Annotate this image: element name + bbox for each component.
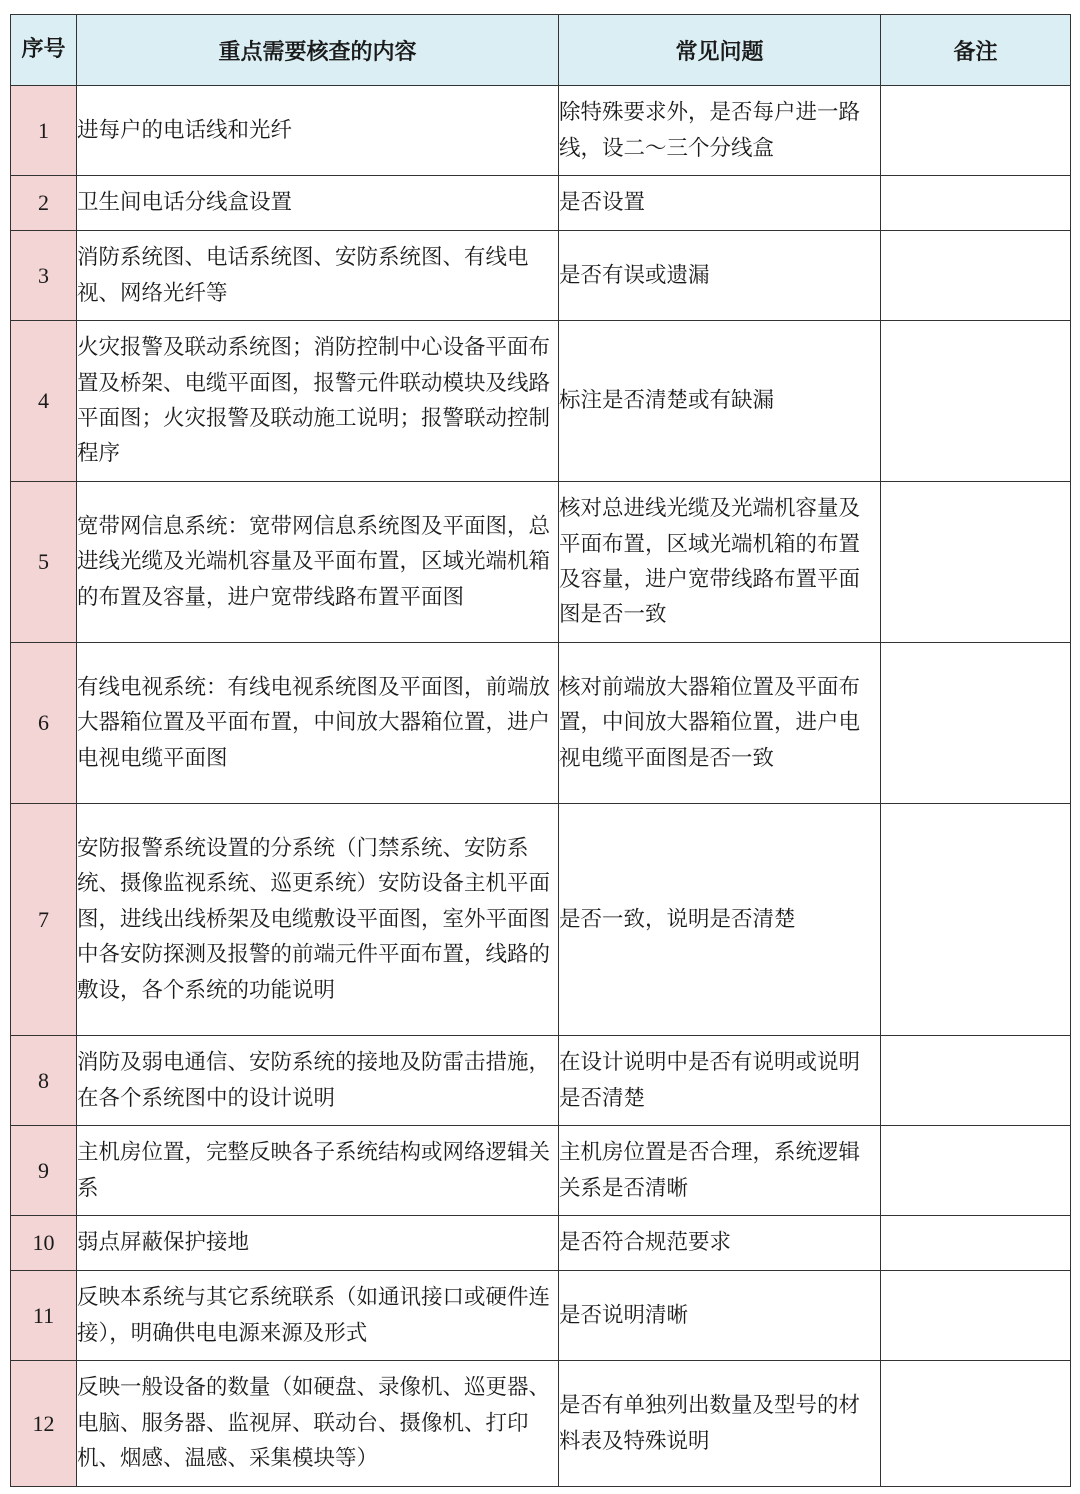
table-row — [11, 1271, 1071, 1361]
review-checklist-table — [10, 14, 1071, 1487]
header-row — [11, 15, 1071, 86]
row-content: 进每户的电话线和光纤 — [77, 86, 559, 176]
row-remark — [881, 231, 1071, 321]
row-issue: 在设计说明中是否有说明或说明是否清楚 — [559, 1036, 881, 1126]
table-row — [11, 482, 1071, 643]
row-content: 安防报警系统设置的分系统（门禁系统、安防系统、摄像监视系统、巡更系统）安防设备主机平面图，进线出线桥架及电缆敷设平面图，室外平面图中各安防探测及报警的前端元件平面布置，线路的敷设，各个系统的功能说明 — [77, 804, 559, 1036]
row-remark — [881, 321, 1071, 482]
row-number: 5 — [11, 482, 77, 643]
row-number: 7 — [11, 804, 77, 1036]
row-content: 主机房位置，完整反映各子系统结构或网络逻辑关系 — [77, 1126, 559, 1216]
row-issue: 是否符合规范要求 — [559, 1216, 881, 1271]
row-content: 消防及弱电通信、安防系统的接地及防雷击措施，在各个系统图中的设计说明 — [77, 1036, 559, 1126]
table-row — [11, 321, 1071, 482]
row-issue: 除特殊要求外，是否每户进一路线，设二～三个分线盒 — [559, 86, 881, 176]
row-number: 12 — [11, 1361, 77, 1487]
header-remark: 备注 — [881, 15, 1071, 86]
row-remark — [881, 86, 1071, 176]
row-content: 反映一般设备的数量（如硬盘、录像机、巡更器、电脑、服务器、监视屏、联动台、摄像机、打印机、烟感、温感、采集模块等） — [77, 1361, 559, 1487]
row-remark — [881, 1216, 1071, 1271]
row-remark — [881, 804, 1071, 1036]
row-number: 2 — [11, 176, 77, 231]
row-remark — [881, 1361, 1071, 1487]
row-number: 8 — [11, 1036, 77, 1126]
table-row — [11, 643, 1071, 804]
row-number: 3 — [11, 231, 77, 321]
header-issue: 常见问题 — [559, 15, 881, 86]
header-num: 序号 — [11, 15, 77, 86]
row-content: 卫生间电话分线盒设置 — [77, 176, 559, 231]
row-number: 9 — [11, 1126, 77, 1216]
table-row — [11, 1126, 1071, 1216]
row-remark — [881, 482, 1071, 643]
table-row — [11, 1036, 1071, 1126]
row-remark — [881, 1036, 1071, 1126]
table-row — [11, 1216, 1071, 1271]
row-number: 4 — [11, 321, 77, 482]
table-row — [11, 804, 1071, 1036]
row-issue: 是否一致，说明是否清楚 — [559, 804, 881, 1036]
row-issue: 核对总进线光缆及光端机容量及平面布置，区域光端机箱的布置及容量，进户宽带线路布置平面图是否一致 — [559, 482, 881, 643]
row-number: 10 — [11, 1216, 77, 1271]
table-row — [11, 176, 1071, 231]
row-remark — [881, 1126, 1071, 1216]
row-remark — [881, 176, 1071, 231]
row-number: 1 — [11, 86, 77, 176]
row-issue: 是否说明清晰 — [559, 1271, 881, 1361]
row-issue: 核对前端放大器箱位置及平面布置，中间放大器箱位置，进户电视电缆平面图是否一致 — [559, 643, 881, 804]
row-content: 消防系统图、电话系统图、安防系统图、有线电视、网络光纤等 — [77, 231, 559, 321]
row-issue: 是否有误或遗漏 — [559, 231, 881, 321]
table-row — [11, 1361, 1071, 1487]
row-issue: 是否有单独列出数量及型号的材料表及特殊说明 — [559, 1361, 881, 1487]
header-content: 重点需要核查的内容 — [77, 15, 559, 86]
row-number: 11 — [11, 1271, 77, 1361]
row-number: 6 — [11, 643, 77, 804]
row-content: 火灾报警及联动系统图；消防控制中心设备平面布置及桥架、电缆平面图，报警元件联动模块及线路平面图；火灾报警及联动施工说明；报警联动控制程序 — [77, 321, 559, 482]
row-remark — [881, 1271, 1071, 1361]
row-issue: 标注是否清楚或有缺漏 — [559, 321, 881, 482]
row-issue: 是否设置 — [559, 176, 881, 231]
row-content: 反映本系统与其它系统联系（如通讯接口或硬件连接），明确供电电源来源及形式 — [77, 1271, 559, 1361]
table-row — [11, 86, 1071, 176]
table-row — [11, 231, 1071, 321]
row-content: 有线电视系统：有线电视系统图及平面图，前端放大器箱位置及平面布置，中间放大器箱位置，进户电视电缆平面图 — [77, 643, 559, 804]
row-content: 宽带网信息系统：宽带网信息系统图及平面图，总进线光缆及光端机容量及平面布置，区域光端机箱的布置及容量，进户宽带线路布置平面图 — [77, 482, 559, 643]
row-content: 弱点屏蔽保护接地 — [77, 1216, 559, 1271]
row-remark — [881, 643, 1071, 804]
row-issue: 主机房位置是否合理，系统逻辑关系是否清晰 — [559, 1126, 881, 1216]
